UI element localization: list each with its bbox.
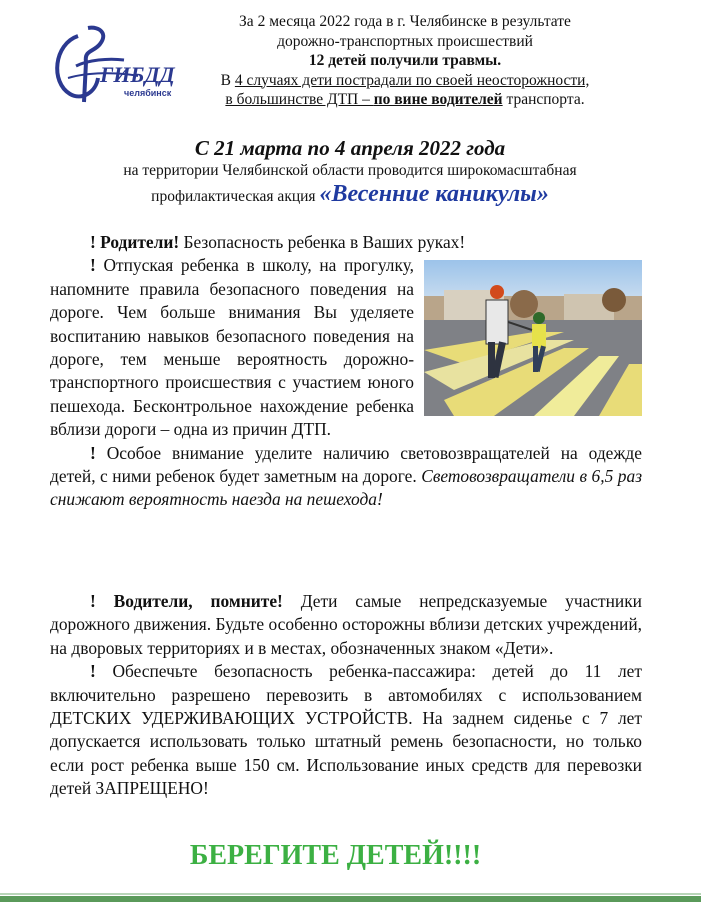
header-line-5-underlined: в большинстве ДТП – [225,91,374,108]
photo-crossing [424,260,642,416]
photo-adult-and-child-crossing-road-icon [424,260,642,416]
header-line-2: дорожно-транспортных происшествий [277,32,533,50]
action-dates: С 21 марта по 4 апреля 2022 года [194,136,506,160]
parents-paragraph-2 [50,442,642,512]
header-line-4 [185,71,625,91]
action-line-1: на территории Челябинской области проводится широкомасштабная [123,162,577,179]
gibdd-emblem-icon [48,22,178,108]
footer-slogan [0,840,701,872]
drivers-intro-text: Дети самые непредсказуемые участники дорожного движения. Будьте особенно осторожны вблизи детских учреждений, на дворовых территориях и в местах, обозначенных знаком «Дети». [50,591,642,658]
header-line-3: 12 детей получили травмы. [308,52,502,69]
exclamation-mark: ! [90,255,96,276]
exclamation-mark: ! [90,661,96,682]
footer-slogan-text: БЕРЕГИТЕ ДЕТЕЙ!!!! [189,840,482,871]
action-line-2-text: профилактическая акция [151,188,316,205]
action-line-2 [60,181,640,210]
header-line-4-underlined: 4 случаях дети пострадали по своей неосторожности, [234,71,590,89]
action-title: «Весенние каникулы» [319,181,549,207]
parents-paragraph-2-text: Особое внимание уделите наличию световозвращателей на одежде детей, с ними ребенок будет заметным на дороге. [50,442,642,487]
header-line-5 [185,90,625,110]
header-line-5-suffix: транспорта. [502,91,585,108]
drivers-section [50,590,642,801]
parents-section [50,231,642,512]
parents-intro [50,231,642,254]
drivers-paragraph-1 [50,660,642,800]
parents-paragraph-1-text: Отпуская ребенка в школу, на прогулку, напомните правила безопасного поведения на дороге. Чем больше внимания Вы уделяете воспитанию навыков безопасного поведения на дороге, тем меньше вероятность дорожно-транспортного происшествия с участием юного пешехода. Бесконтрольное нахождение ребенка вблизи дороги – одна из причин ДТП. [50,255,414,440]
header-line-1: За 2 месяца 2022 года в г. Челябинске в результате [239,13,571,30]
bottom-divider [0,896,701,902]
drivers-intro-bold: ! Водители, помните! [90,591,283,611]
drivers-intro [50,590,642,660]
gibdd-logo [48,22,178,108]
bottom-divider-light [0,893,701,895]
logo-text: ГИБДД [100,62,175,87]
logo-city: челябинск [124,88,172,98]
action-announcement [60,135,640,210]
statistics-header [185,12,625,110]
parents-intro-bold: ! Родители! [90,232,180,252]
header-line-5-bold: по вине водителей [373,91,503,108]
parents-intro-text: Безопасность ребенка в Ваших руках! [179,232,466,252]
exclamation-mark: ! [90,442,96,463]
drivers-paragraph-1-text: Обеспечьте безопасность ребенка-пассажира: детей до 11 лет включительно разрешено перевозить в автомобилях с использованием ДЕТСКИХ УДЕРЖИВАЮЩИХ УСТРОЙСТВ. На заднем сиденье с 7 лет допускается использовать только штатный ремень безопасности, но только если рост ребенка выше 150 см. Использование иных средств для перевозки детей ЗАПРЕЩЕНО! [50,661,642,799]
parents-paragraph-2-italic: Световозвращатели в 6,5 раз снижают вероятность наезда на пешехода! [50,466,642,510]
header-line-4-prefix: В [220,71,235,89]
